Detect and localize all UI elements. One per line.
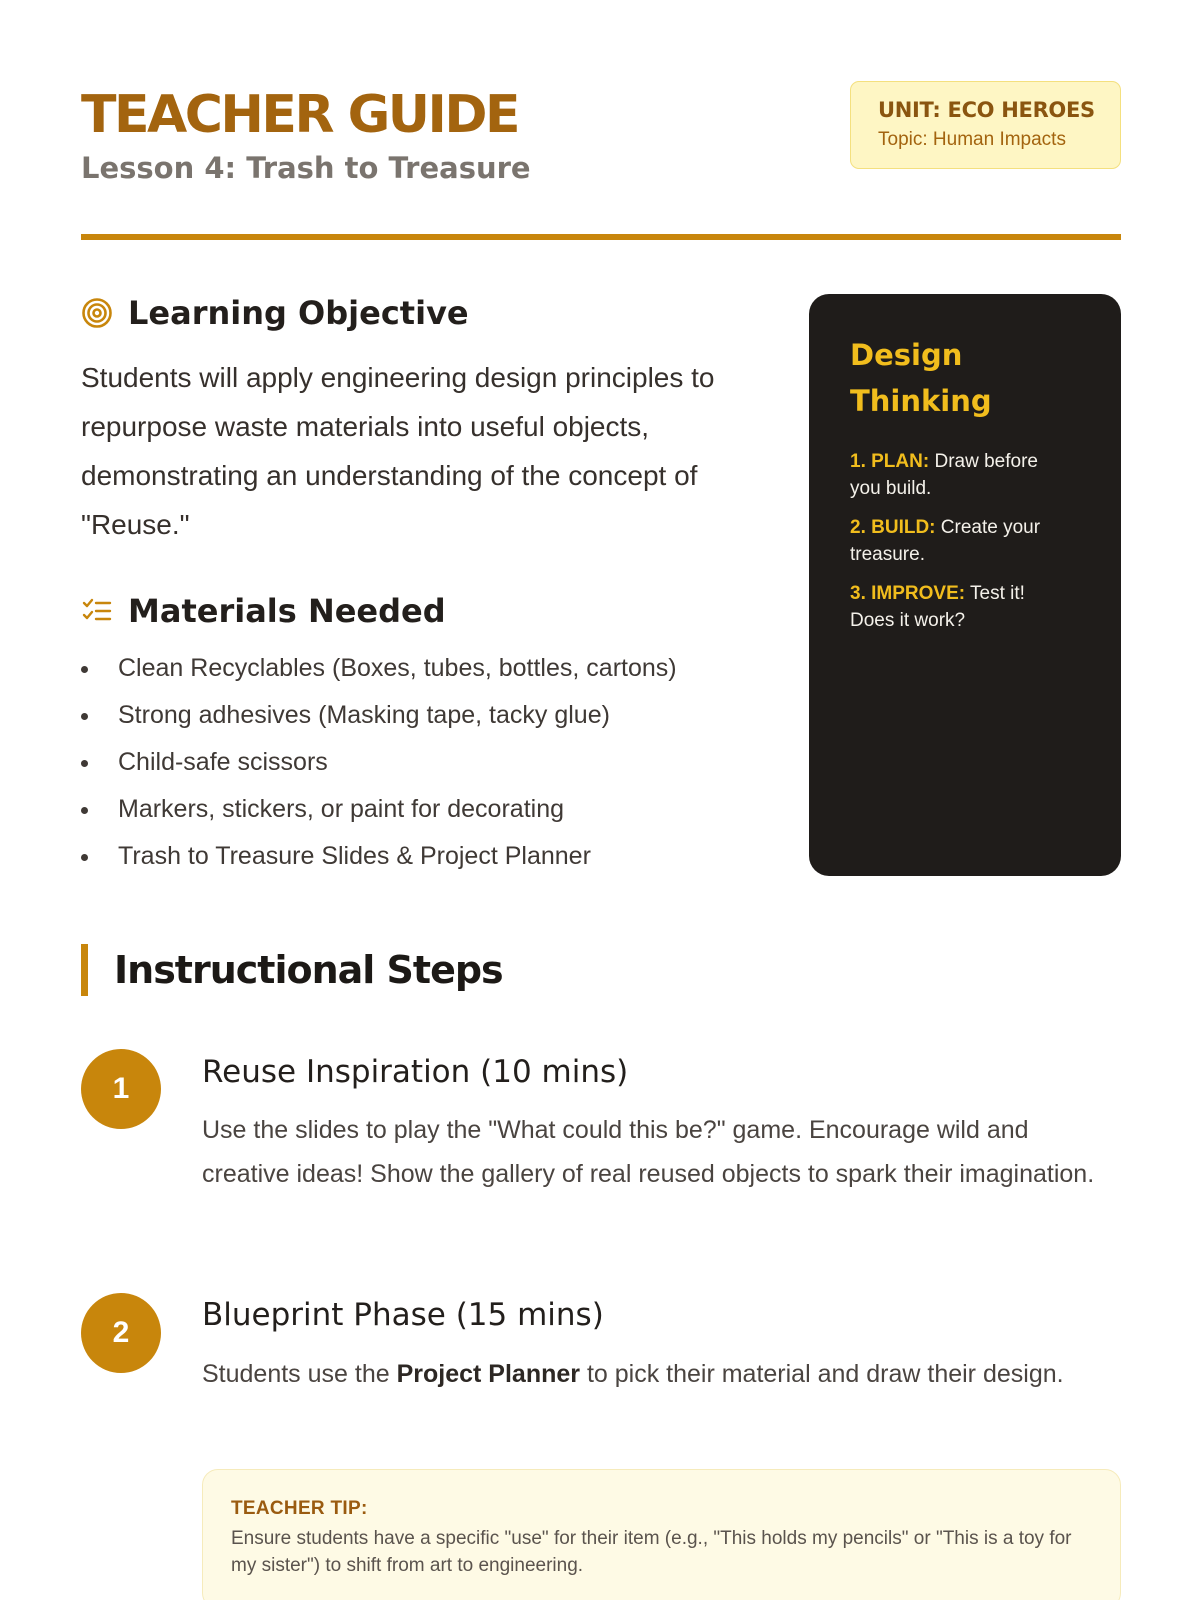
page-title: TEACHER GUIDE [81, 85, 519, 145]
objective-heading [81, 294, 469, 332]
objective-text: Students will apply engineering design principles to repurpose waste materials into useful objects, demonstrating an understanding of the concept of "Reuse." [81, 362, 715, 540]
lesson-subtitle: Lesson 4: Trash to Treasure [81, 151, 531, 185]
step-title: Blueprint Phase (15 mins) [202, 1297, 604, 1333]
list-item: Child-safe scissors [81, 739, 781, 786]
step-text-part: to pick their material and draw their design. [580, 1360, 1064, 1388]
teacher-tip-label: TEACHER TIP: [231, 1498, 368, 1519]
design-thinking-title: Design Thinking [850, 338, 992, 418]
design-step-text: Draw before you build. [850, 451, 1038, 499]
design-step-plan [850, 448, 1070, 502]
step-description [202, 1352, 1102, 1396]
list-item: Strong adhesives (Masking tape, tacky glue) [81, 692, 781, 739]
step-title: Reuse Inspiration (10 mins) [202, 1054, 629, 1090]
objective-heading-label: Learning Objective [128, 294, 469, 332]
list-item: Markers, stickers, or paint for decorating [81, 786, 781, 833]
instructional-steps-heading [81, 944, 503, 996]
list-item: Trash to Treasure Slides & Project Planner [81, 833, 781, 880]
list-item: Clean Recyclables (Boxes, tubes, bottles, cartons) [81, 645, 781, 692]
project-planner-emphasis: Project Planner [396, 1360, 580, 1388]
design-thinking-steps [850, 448, 1091, 634]
checklist-icon [81, 595, 113, 627]
unit-title: UNIT: ECO HEROES [878, 98, 1095, 122]
unit-topic: Topic: Human Impacts [878, 129, 1066, 150]
design-step-improve [850, 580, 1070, 634]
step-number-badge: 2 [81, 1293, 161, 1373]
target-icon [81, 297, 113, 329]
header-divider [81, 234, 1121, 240]
design-step-keyword: 2. BUILD: [850, 517, 936, 538]
design-step-build [850, 514, 1070, 568]
design-step-text: Test it! Does it work? [850, 583, 1025, 631]
design-step-text: Create your treasure. [850, 517, 1041, 565]
step-number-badge: 1 [81, 1049, 161, 1129]
teacher-guide-page [81, 0, 1121, 1600]
teacher-tip-text: Ensure students have a specific "use" for their item (e.g., "This holds my pencils" or "This is a toy for my sister") to shift from art to engineering. [231, 1528, 1072, 1576]
design-step-keyword: 1. PLAN: [850, 451, 930, 472]
instructional-steps-label: Instructional Steps [114, 948, 503, 992]
design-thinking-card [809, 294, 1121, 876]
teacher-tip-box [202, 1469, 1121, 1600]
design-step-keyword: 3. IMPROVE: [850, 583, 966, 604]
materials-heading [81, 592, 446, 630]
step-description: Use the slides to play the "What could this be?" game. Encourage wild and creative ideas! Show the gallery of real reused objects to spark their imagination. [202, 1116, 1095, 1188]
unit-badge [850, 81, 1121, 169]
materials-heading-label: Materials Needed [128, 592, 446, 630]
step-text-part: Students use the [202, 1360, 397, 1388]
materials-list [81, 645, 781, 880]
